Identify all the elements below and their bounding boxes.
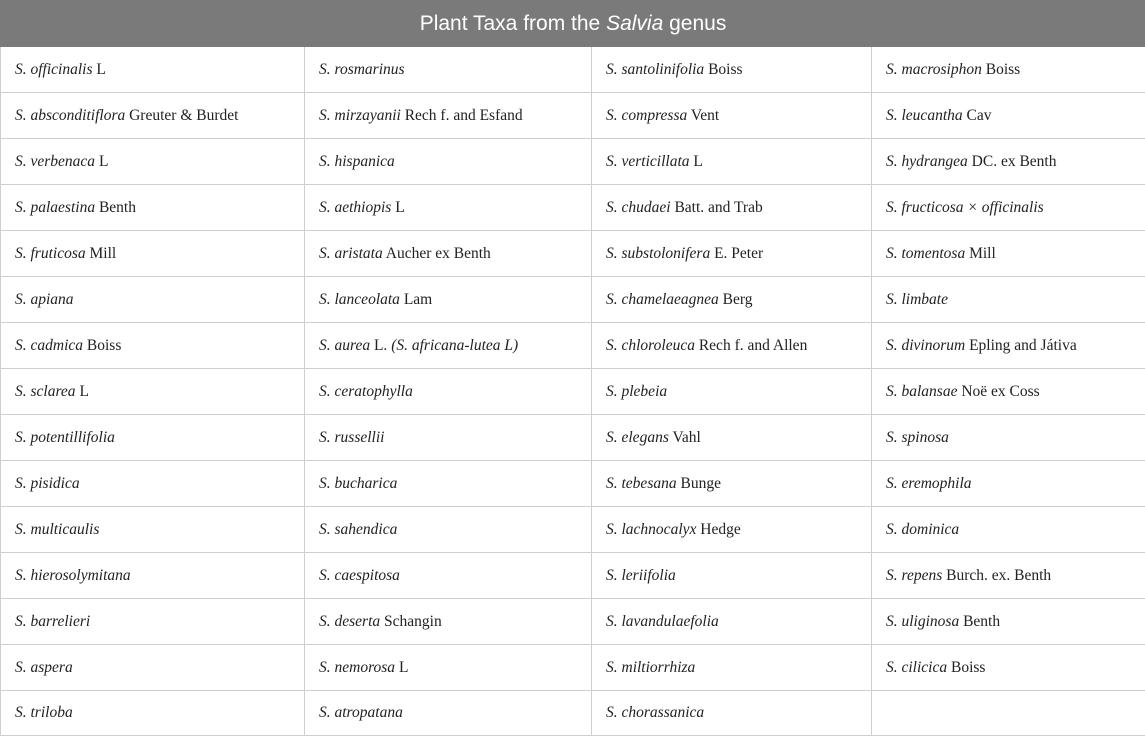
taxon-name: S. apiana	[15, 291, 74, 308]
table-cell	[1, 277, 305, 323]
taxon-name: S. lavandulaefolia	[606, 613, 719, 630]
table-cell	[305, 553, 592, 599]
taxon-name: S. leucantha	[886, 107, 963, 124]
taxon-authority: Batt. and Trab	[671, 199, 763, 216]
table-cell	[305, 415, 592, 461]
taxon-name: S. bucharica	[319, 475, 397, 492]
table-cell	[592, 369, 872, 415]
table-cell	[872, 369, 1145, 415]
taxon-name: S. palaestina	[15, 199, 95, 216]
table-cell	[592, 507, 872, 553]
taxon-authority: Berg	[719, 291, 753, 308]
taxon-name: S. aethiopis	[319, 199, 391, 216]
table-cell	[872, 691, 1145, 736]
table-row	[1, 323, 1145, 369]
table-cell	[1, 47, 305, 93]
taxon-name: S. chudaei	[606, 199, 671, 216]
table-cell	[592, 185, 872, 231]
table-cell	[872, 185, 1145, 231]
taxon-name: S. lachnocalyx	[606, 521, 696, 538]
taxon-name: S. ceratophylla	[319, 383, 413, 400]
table-cell	[592, 139, 872, 185]
table-cell	[1, 415, 305, 461]
table-title-prefix: Plant Taxa from the	[420, 12, 606, 35]
taxon-name: S. cilicica	[886, 659, 947, 676]
taxon-authority: Rech f. and Esfand	[401, 107, 523, 124]
taxon-name: S. mirzayanii	[319, 107, 401, 124]
taxon-authority: Burch. ex. Benth	[942, 567, 1051, 584]
taxon-authority: Cav	[963, 107, 992, 124]
table-cell	[592, 415, 872, 461]
table-cell	[1, 369, 305, 415]
taxon-name: S. sclarea	[15, 383, 76, 400]
taxon-authority: DC. ex Benth	[968, 153, 1057, 170]
taxon-name: S. pisidica	[15, 475, 80, 492]
taxon-authority: Rech f. and Allen	[695, 337, 807, 354]
table-row	[1, 139, 1145, 185]
taxon-name: S. cadmica	[15, 337, 83, 354]
taxon-authority: Benth	[959, 613, 1000, 630]
table-cell	[305, 47, 592, 93]
table-cell	[872, 415, 1145, 461]
taxon-name: S. compressa	[606, 107, 687, 124]
table-cell	[1, 93, 305, 139]
taxon-authority: Lam	[400, 291, 432, 308]
table-cell	[305, 139, 592, 185]
taxon-name: S. sahendica	[319, 521, 397, 538]
taxon-name: S. eremophila	[886, 475, 972, 492]
table-cell	[1, 645, 305, 691]
taxon-authority: Mill	[965, 245, 996, 262]
table-row	[1, 599, 1145, 645]
table-cell	[305, 507, 592, 553]
taxon-authority: Greuter & Burdet	[125, 107, 238, 124]
taxon-name: S. russellii	[319, 429, 384, 446]
table-title	[1, 1, 1145, 47]
taxon-name: S. absconditiflora	[15, 107, 125, 124]
table-row	[1, 645, 1145, 691]
taxon-name: S. fruticosa	[15, 245, 86, 262]
table-cell	[592, 553, 872, 599]
taxon-name: S. dominica	[886, 521, 959, 538]
taxon-synonym: (S. africana-lutea L)	[391, 337, 518, 354]
table-cell	[872, 231, 1145, 277]
table-cell	[592, 277, 872, 323]
table-row	[1, 415, 1145, 461]
taxon-name: S. uliginosa	[886, 613, 959, 630]
table-cell	[305, 323, 592, 369]
table-cell	[592, 323, 872, 369]
table-row	[1, 231, 1145, 277]
taxon-name: S. miltiorrhiza	[606, 659, 695, 676]
taxon-authority: E. Peter	[710, 245, 763, 262]
table-cell	[592, 231, 872, 277]
table-cell	[1, 323, 305, 369]
table-cell	[1, 553, 305, 599]
taxon-name: S. balansae	[886, 383, 957, 400]
taxon-authority: Hedge	[696, 521, 740, 538]
taxon-authority: Boiss	[704, 61, 742, 78]
taxon-authority: L	[391, 199, 404, 216]
taxon-authority: Boiss	[982, 61, 1020, 78]
taxon-name: S. aurea	[319, 337, 370, 354]
taxon-name: S. repens	[886, 567, 942, 584]
taxon-name: S. nemorosa	[319, 659, 395, 676]
table-cell	[305, 461, 592, 507]
taxon-authority: L	[76, 383, 89, 400]
taxon-name: S. substolonifera	[606, 245, 710, 262]
taxon-name: S. macrosiphon	[886, 61, 982, 78]
taxon-authority: Vent	[687, 107, 719, 124]
table-cell	[1, 139, 305, 185]
table-cell	[872, 139, 1145, 185]
table-cell	[305, 277, 592, 323]
taxon-name: S. divinorum	[886, 337, 965, 354]
taxon-name: S. chamelaeagnea	[606, 291, 719, 308]
table-body	[1, 47, 1145, 736]
taxon-name: S. potentillifolia	[15, 429, 115, 446]
table-cell	[872, 93, 1145, 139]
table-cell	[592, 599, 872, 645]
taxon-name: S. verbenaca	[15, 153, 95, 170]
table-row	[1, 93, 1145, 139]
taxon-authority: Boiss	[83, 337, 121, 354]
table-row	[1, 507, 1145, 553]
table-cell	[592, 47, 872, 93]
table-header-row	[1, 1, 1145, 47]
taxon-authority: L	[93, 61, 106, 78]
taxon-authority: Noë ex Coss	[957, 383, 1039, 400]
taxon-name: S. chloroleuca	[606, 337, 695, 354]
taxon-name: S. atropatana	[319, 704, 403, 721]
table-row	[1, 47, 1145, 93]
table-row	[1, 369, 1145, 415]
table-cell	[872, 553, 1145, 599]
taxon-name: S. hydrangea	[886, 153, 968, 170]
taxon-authority: L	[95, 153, 108, 170]
taxon-authority: Mill	[86, 245, 117, 262]
taxon-authority: Epling and Játiva	[965, 337, 1077, 354]
table-cell	[1, 231, 305, 277]
taxon-name: S. leriifolia	[606, 567, 676, 584]
taxon-name: S. hispanica	[319, 153, 395, 170]
table-cell	[305, 599, 592, 645]
taxon-name: S. multicaulis	[15, 521, 99, 538]
table-title-suffix: genus	[663, 12, 726, 35]
table-cell	[592, 461, 872, 507]
taxon-name: S. officinalis	[15, 61, 93, 78]
table-cell	[872, 599, 1145, 645]
table-cell	[305, 369, 592, 415]
taxon-name: S. rosmarinus	[319, 61, 405, 78]
table-title-genus: Salvia	[606, 12, 663, 35]
taxon-name: S. triloba	[15, 704, 73, 721]
taxon-name: S. aspera	[15, 659, 73, 676]
table-cell	[872, 277, 1145, 323]
table-cell	[592, 691, 872, 736]
taxon-authority: Benth	[95, 199, 136, 216]
table-cell	[305, 691, 592, 736]
taxon-name: S. santolinifolia	[606, 61, 704, 78]
table-cell	[305, 93, 592, 139]
taxon-authority: Aucher ex Benth	[383, 245, 491, 262]
table-row	[1, 185, 1145, 231]
table-cell	[1, 599, 305, 645]
taxon-name: S. tomentosa	[886, 245, 965, 262]
taxon-authority: Bunge	[677, 475, 721, 492]
taxon-name: S. lanceolata	[319, 291, 400, 308]
taxon-name: S. chorassanica	[606, 704, 704, 721]
taxon-name: S. elegans	[606, 429, 669, 446]
table-cell	[872, 323, 1145, 369]
taxon-name: S. limbate	[886, 291, 948, 308]
table-cell	[305, 645, 592, 691]
taxon-authority: L	[690, 153, 703, 170]
taxon-authority: Boiss	[947, 659, 985, 676]
taxon-authority: Vahl	[669, 429, 701, 446]
table-cell	[305, 185, 592, 231]
taxon-name: S. spinosa	[886, 429, 949, 446]
table-cell	[1, 185, 305, 231]
table-cell	[305, 231, 592, 277]
taxon-authority: L	[395, 659, 408, 676]
table-row	[1, 461, 1145, 507]
taxon-name: S. barrelieri	[15, 613, 90, 630]
taxon-authority: L.	[370, 337, 391, 354]
table-cell	[872, 645, 1145, 691]
taxon-name: S. fructicosa × officinalis	[886, 199, 1044, 216]
taxon-name: S. hierosolymitana	[15, 567, 131, 584]
table-cell	[872, 461, 1145, 507]
table-cell	[1, 507, 305, 553]
taxon-name: S. plebeia	[606, 383, 667, 400]
taxon-name: S. deserta	[319, 613, 380, 630]
taxon-authority: Schangin	[380, 613, 442, 630]
table-cell	[592, 645, 872, 691]
taxon-name: S. verticillata	[606, 153, 690, 170]
table-cell	[872, 507, 1145, 553]
taxon-name: S. aristata	[319, 245, 383, 262]
taxon-name: S. tebesana	[606, 475, 677, 492]
table-cell	[1, 461, 305, 507]
table-row	[1, 277, 1145, 323]
table-cell	[592, 93, 872, 139]
table-row	[1, 691, 1145, 736]
table-cell	[872, 47, 1145, 93]
table-row	[1, 553, 1145, 599]
taxon-name: S. caespitosa	[319, 567, 400, 584]
table-cell	[1, 691, 305, 736]
